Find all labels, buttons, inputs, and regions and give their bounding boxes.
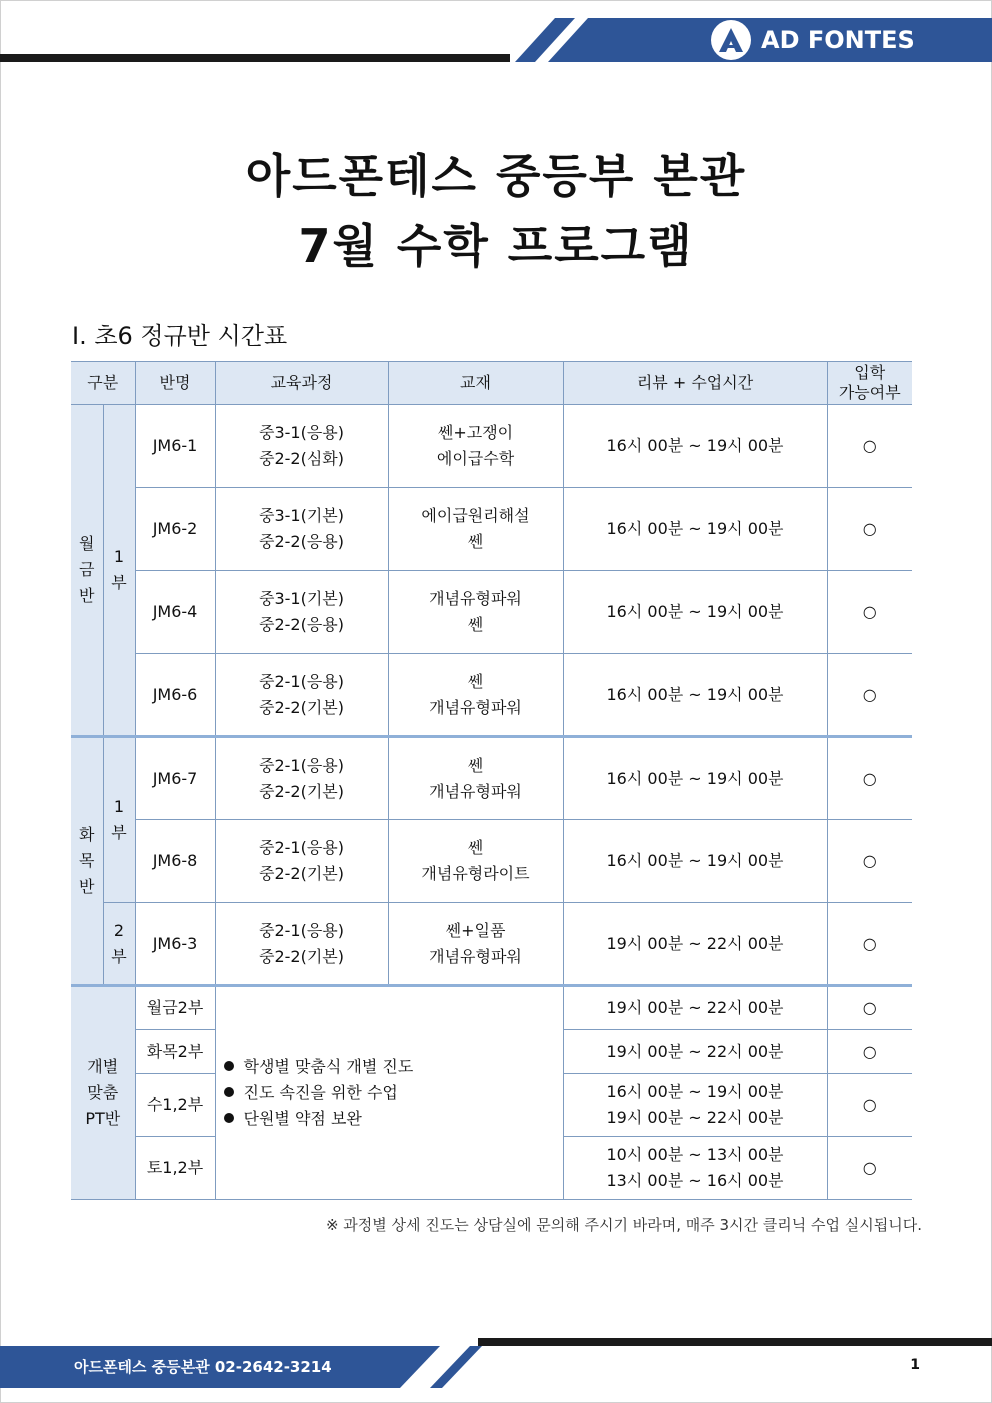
table-row (71, 405, 912, 488)
time-cell: 16시 00분 ~ 19시 00분 (563, 654, 827, 737)
available-mark: ○ (827, 488, 912, 571)
class-name: JM6-6 (135, 654, 215, 737)
available-mark: ○ (827, 986, 912, 1030)
available-mark: ○ (827, 654, 912, 737)
course-cell: 중2-1(응용) 중2-2(기본) (215, 737, 388, 820)
section-title: I. 초6 정규반 시간표 (72, 322, 288, 350)
textbook-cell: 에이급원리해설 쎈 (388, 488, 563, 571)
header-time: 리뷰 + 수업시간 (563, 362, 827, 405)
available-mark: ○ (827, 1030, 912, 1074)
available-mark: ○ (827, 571, 912, 654)
textbook-cell: 쎈 개념유형파워 (388, 654, 563, 737)
page-title-line2: 7월 수학 프로그램 (298, 219, 694, 273)
time-cell: 16시 00분 ~ 19시 00분 (563, 820, 827, 903)
group-tue-thu: 화 목 반 (71, 737, 103, 986)
pt-session: 화목2부 (135, 1030, 215, 1074)
part-tue-thu-1: 1 부 (103, 737, 135, 903)
time-cell: 19시 00분 ~ 22시 00분 (563, 986, 827, 1030)
available-mark: ○ (827, 820, 912, 903)
course-cell: 중3-1(기본) 중2-2(응용) (215, 571, 388, 654)
time-cell: 16시 00분 ~ 19시 00분 (563, 488, 827, 571)
pt-session: 월금2부 (135, 986, 215, 1030)
available-mark: ○ (827, 1074, 912, 1137)
pt-features-list (215, 986, 563, 1200)
course-cell: 중2-1(응용) 중2-2(기본) (215, 654, 388, 737)
time-cell: 16시 00분 ~ 19시 00분 (563, 571, 827, 654)
time-cell: 19시 00분 ~ 22시 00분 (563, 903, 827, 986)
available-mark: ○ (827, 737, 912, 820)
footer-contact: 아드폰테스 중등본관 02-2642-3214 (74, 1358, 332, 1376)
textbook-cell: 개념유형파워 쎈 (388, 571, 563, 654)
class-name: JM6-2 (135, 488, 215, 571)
textbook-cell: 쎈+고쟁이 에이급수학 (388, 405, 563, 488)
schedule-table (71, 361, 912, 1200)
table-header-row (71, 362, 912, 405)
textbook-cell: 쎈 개념유형파워 (388, 737, 563, 820)
header-admission: 입학 가능여부 (827, 362, 912, 405)
group-mon-fri: 월 금 반 (71, 405, 103, 737)
footnote: ※ 과정별 상세 진도는 상담실에 문의해 주시기 바라며, 매주 3시간 클리닉 수업 실시됩니다. (325, 1216, 922, 1234)
brand-logo (711, 20, 915, 60)
list-item: 단원별 약점 보완 (224, 1106, 563, 1132)
table-row (71, 986, 912, 1030)
class-name: JM6-1 (135, 405, 215, 488)
table-row (71, 903, 912, 986)
pt-session: 토1,2부 (135, 1137, 215, 1200)
available-mark: ○ (827, 1137, 912, 1200)
class-name: JM6-4 (135, 571, 215, 654)
class-name: JM6-8 (135, 820, 215, 903)
course-cell: 중3-1(응용) 중2-2(심화) (215, 405, 388, 488)
header-textbook: 교재 (388, 362, 563, 405)
bullet-icon (224, 1087, 234, 1097)
page-number: 1 (910, 1357, 920, 1373)
list-item: 학생별 맞춤식 개별 진도 (224, 1054, 563, 1080)
time-cell: 10시 00분 ~ 13시 00분 13시 00분 ~ 16시 00분 (563, 1137, 827, 1200)
header-class: 반명 (135, 362, 215, 405)
course-cell: 중2-1(응용) 중2-2(기본) (215, 820, 388, 903)
time-cell: 16시 00분 ~ 19시 00분 (563, 405, 827, 488)
time-cell: 16시 00분 ~ 19시 00분 (563, 737, 827, 820)
table-row (71, 571, 912, 654)
available-mark: ○ (827, 903, 912, 986)
pt-session: 수1,2부 (135, 1074, 215, 1137)
course-cell: 중2-1(응용) 중2-2(기본) (215, 903, 388, 986)
time-cell: 19시 00분 ~ 22시 00분 (563, 1030, 827, 1074)
course-cell: 중3-1(기본) 중2-2(응용) (215, 488, 388, 571)
textbook-cell: 쎈 개념유형라이트 (388, 820, 563, 903)
class-name: JM6-7 (135, 737, 215, 820)
logo-text: AD FONTES (761, 26, 915, 54)
page-title-line1: 아드폰테스 중등부 본관 (245, 149, 747, 203)
table-row (71, 820, 912, 903)
available-mark: ○ (827, 405, 912, 488)
time-cell: 16시 00분 ~ 19시 00분 19시 00분 ~ 22시 00분 (563, 1074, 827, 1137)
part-tue-thu-2: 2 부 (103, 903, 135, 986)
table-row (71, 654, 912, 737)
part-mon-fri-1: 1 부 (103, 405, 135, 737)
textbook-cell: 쎈+일품 개념유형파워 (388, 903, 563, 986)
bullet-icon (224, 1061, 234, 1071)
header-group: 구분 (71, 362, 135, 405)
class-name: JM6-3 (135, 903, 215, 986)
table-row (71, 737, 912, 820)
bullet-icon (224, 1113, 234, 1123)
list-item: 진도 속진을 위한 수업 (224, 1080, 563, 1106)
logo-a-icon (711, 20, 751, 60)
table-row (71, 488, 912, 571)
group-pt: 개별 맞춤 PT반 (71, 986, 135, 1200)
header-course: 교육과정 (215, 362, 388, 405)
